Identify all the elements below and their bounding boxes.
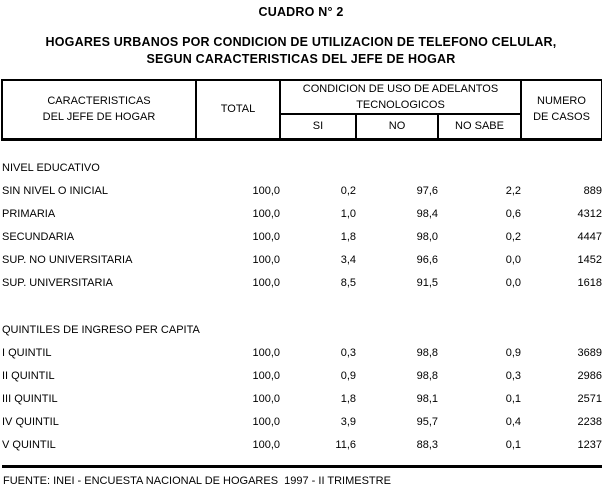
cell-no-sabe: 0,0 (505, 254, 521, 266)
cell-no: 98,1 (416, 393, 438, 405)
header-no: NO (356, 114, 438, 139)
statistics-table (1, 79, 602, 468)
table-row (2, 226, 602, 249)
header-no-sabe: NO SABE (438, 114, 521, 139)
table-bottom-rule (2, 466, 602, 468)
cell-si: 0,3 (340, 347, 356, 359)
header-si: SI (280, 114, 356, 139)
page-title: CUADRO N° 2 (258, 5, 344, 19)
cell-si: 1,8 (340, 393, 356, 405)
cell-casos: 4312 (577, 208, 602, 220)
cell-casos: 4447 (577, 231, 602, 243)
cell-total: 100,0 (252, 347, 280, 359)
cell-si: 8,5 (340, 277, 356, 289)
header-caracteristicas (2, 80, 196, 139)
cell-si: 3,9 (340, 416, 356, 428)
table-row (2, 388, 602, 411)
header-numero-line2: DE CASOS (533, 111, 590, 124)
spacer-row (2, 457, 602, 467)
cell-no-sabe: 0,1 (505, 439, 521, 451)
row-label: SUP. NO UNIVERSITARIA (2, 254, 133, 266)
section-label: NIVEL EDUCATIVO (2, 162, 100, 174)
cell-no: 97,6 (416, 185, 438, 197)
table-row (2, 411, 602, 434)
row-label: SIN NIVEL O INICIAL (2, 185, 108, 197)
row-label: SUP. UNIVERSITARIA (2, 277, 113, 289)
cell-total: 100,0 (252, 416, 280, 428)
cell-no: 98,4 (416, 208, 438, 220)
cell-casos: 1237 (577, 439, 602, 451)
header-condicion-line2: TECNOLOGICOS (356, 99, 445, 111)
spacer-row (2, 295, 602, 319)
cell-no: 88,3 (416, 439, 438, 451)
cell-no-sabe: 0,9 (505, 347, 521, 359)
cell-total: 100,0 (252, 277, 280, 289)
cell-no-sabe: 0,4 (505, 416, 521, 428)
cell-casos: 889 (583, 185, 602, 197)
cell-casos: 1618 (577, 277, 602, 289)
header-condicion-uso (280, 80, 521, 114)
header-caracteristicas-line2: DEL JEFE DE HOGAR (42, 111, 156, 124)
header-caracteristicas-line1: CARACTERISTICAS (47, 95, 151, 108)
table-row (2, 180, 602, 203)
cell-si: 1,8 (340, 231, 356, 243)
cell-total: 100,0 (252, 185, 280, 197)
cell-total: 100,0 (252, 370, 280, 382)
table-row (2, 342, 602, 365)
table-row (2, 203, 602, 226)
cell-no: 98,8 (416, 370, 438, 382)
cell-casos: 2571 (577, 393, 602, 405)
spacer-row (2, 139, 602, 157)
cell-no-sabe: 0,2 (505, 231, 521, 243)
cell-casos: 3689 (577, 347, 602, 359)
cell-casos: 2986 (577, 370, 602, 382)
cell-si: 1,0 (340, 208, 356, 220)
cell-si: 3,4 (340, 254, 356, 266)
row-label: IV QUINTIL (2, 416, 59, 428)
cell-total: 100,0 (252, 254, 280, 266)
row-label: II QUINTIL (2, 370, 55, 382)
section-header-nivel-educativo (2, 157, 602, 180)
cell-no-sabe: 0,6 (505, 208, 521, 220)
cell-si: 0,2 (340, 185, 356, 197)
header-numero-casos (521, 80, 602, 139)
cell-total: 100,0 (252, 393, 280, 405)
cell-no: 95,7 (416, 416, 438, 428)
cell-no-sabe: 0,0 (505, 277, 521, 289)
cell-si: 11,6 (335, 439, 356, 451)
source-note: FUENTE: INEI - ENCUESTA NACIONAL DE HOGARES 1997 - II TRIMESTRE (3, 474, 391, 487)
cell-no: 98,0 (416, 231, 438, 243)
row-label: V QUINTIL (2, 439, 56, 451)
table-row (2, 249, 602, 272)
row-label: I QUINTIL (2, 347, 52, 359)
cell-no: 96,6 (416, 254, 438, 266)
table-row (2, 365, 602, 388)
cell-no: 91,5 (416, 277, 438, 289)
subtitle-line-1: HOGARES URBANOS POR CONDICION DE UTILIZACION DE TELEFONO CELULAR, (45, 35, 557, 49)
cell-casos: 2238 (577, 416, 602, 428)
header-numero-line1: NUMERO (537, 95, 586, 108)
table-row (2, 434, 602, 457)
row-label: SECUNDARIA (2, 231, 75, 243)
cell-total: 100,0 (252, 439, 280, 451)
header-total: TOTAL (196, 80, 280, 139)
row-label: III QUINTIL (2, 393, 58, 405)
cell-no-sabe: 0,3 (505, 370, 521, 382)
section-header-quintiles (2, 319, 602, 342)
cell-total: 100,0 (252, 231, 280, 243)
cell-no: 98,8 (416, 347, 438, 359)
cell-si: 0,9 (340, 370, 356, 382)
cell-no-sabe: 0,1 (505, 393, 521, 405)
cell-casos: 1452 (577, 254, 602, 266)
subtitle-line-2: SEGUN CARACTERISTICAS DEL JEFE DE HOGAR (146, 52, 456, 66)
section-label: QUINTILES DE INGRESO PER CAPITA (2, 324, 200, 336)
page-subtitle (0, 34, 602, 68)
cell-total: 100,0 (252, 208, 280, 220)
row-label: PRIMARIA (2, 208, 56, 220)
table-row (2, 272, 602, 295)
header-condicion-line1: CONDICION DE USO DE ADELANTOS (302, 83, 499, 95)
cell-no-sabe: 2,2 (505, 185, 521, 197)
